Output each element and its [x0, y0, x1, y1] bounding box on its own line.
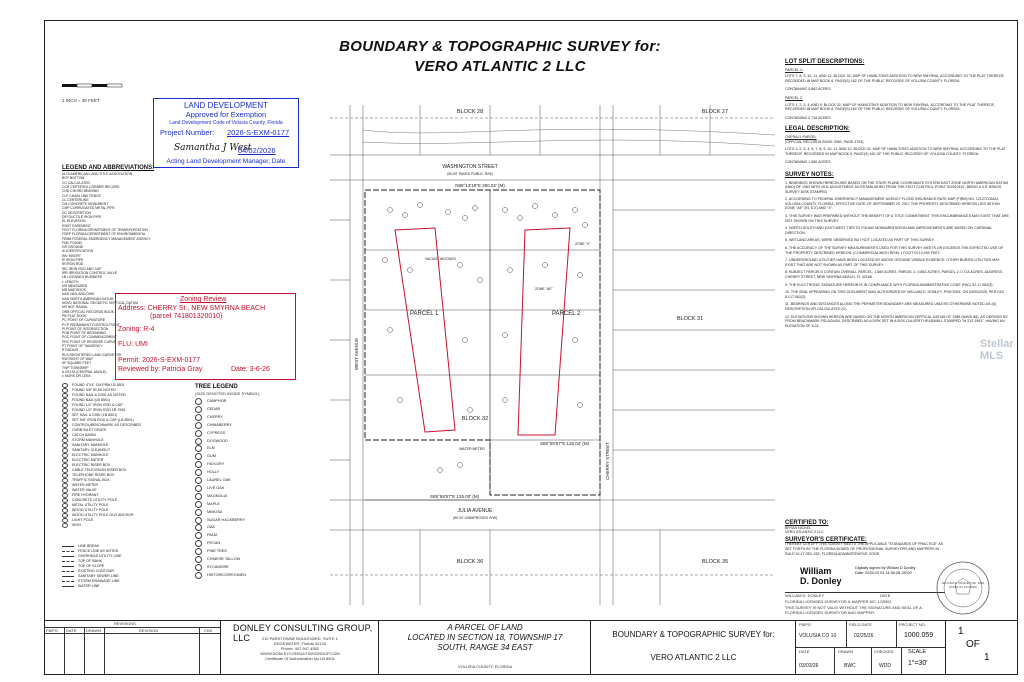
survey-for: BOUNDARY & TOPOGRAPHIC SURVEY for: [612, 630, 775, 639]
map-block-31: BLOCK 31 [676, 316, 704, 322]
parcel-2-text: LOTS 1, 2, 3, 4, AND 5, BLOCK 32, MAP OF HAMILTON'S ADDITION TO NEW SMYRNA, ACCORDING TO THE PLAT THEREOF, RECORDED IN MAP BOOK 6, PAGE(S) 162 OF THE PUBLIC RECORDS OF VOLUSIA COUNTY, FLORIDA. [785, 102, 995, 112]
tree-symbol-icon [195, 477, 202, 484]
zoning-reviewer: Reviewed by: Patricia Gray [118, 366, 203, 373]
legend-item: CLF CHAIN LINK FENCE [62, 193, 101, 198]
legend-item: IRR IRRIGATION CONTROL VALVE [62, 270, 118, 275]
map-block-32: BLOCK 32 [461, 416, 489, 422]
certified-heading: CERTIFIED TO: [785, 520, 829, 526]
line-type-list [62, 544, 182, 594]
legend-item: SF SQUARE FEET [62, 361, 92, 366]
row2-value-date: 03/03/26 [799, 663, 819, 669]
company-cert: Certificate Of Authorization No.LB 8501 [265, 656, 335, 661]
surveyor-disclaimer: THIS SURVEY IS NOT VALID WITHOUT THE SIGNATURE AND SEAL OF A FLORIDA LICENSED SURVEYOR AND MAPPER. [785, 605, 922, 615]
legal-heading: LEGAL DESCRIPTION: [785, 126, 850, 133]
legend-item: GR GROUND [62, 245, 84, 250]
tree-symbol-icon [195, 501, 202, 508]
survey-note: 5. WETLAND AREAS, WERE OBSERVED BUT NOT LOCATED AS PART OF THIS SURVEY. [785, 238, 935, 243]
survey-note: 4. NORTH-SOUTH AND EAST-WEST TIES TO FOUND MONUMENTATION AND IMPROVEMENTS ARE BASED ON CARDINAL DIRECTION. [785, 226, 993, 235]
lot-split-heading: LOT SPLIT DESCRIPTIONS: [785, 59, 865, 65]
tree-item: OAK [207, 525, 216, 530]
legend-heading: LEGEND AND ABBREVIATIONS: [62, 165, 155, 171]
symbol-item: CURB INLET GRATE [72, 428, 107, 432]
company-phone: Phone: 407.947.4552 [280, 646, 320, 651]
line-sample [62, 566, 74, 567]
land-stamp-date: 04/02/2026 [238, 146, 276, 155]
legend-item: PT POINT OF TANGENCY [62, 344, 103, 348]
symbol-item: ELECTRIC METER [72, 458, 104, 462]
field-value-project: 1000.059 [904, 632, 934, 639]
drawing-client: VERO ATLANTIC 2 LLC [414, 58, 586, 75]
legend-item: DIP DUCTILE IRON PIPE [62, 215, 102, 219]
map-washington-street: WASHINGTON STREET [442, 164, 498, 170]
line-item: FENCE LINE AS NOTED [78, 549, 119, 553]
legend-item: EL ELEVATION [62, 219, 86, 224]
rev-col-drawn: DRAWN [86, 628, 101, 633]
legend-item: CC CALCULATED [62, 180, 91, 185]
symbol-list [62, 383, 182, 533]
sheet-number: 1 [958, 626, 964, 637]
survey-notes-list [785, 181, 1010, 329]
tree-item: DOGWOOD [207, 438, 228, 443]
tree-item: CHINABERRY [207, 422, 232, 427]
legend-item: PRC POINT OF REVERSE CURVE [62, 339, 116, 344]
tree-symbol-icon [195, 430, 202, 437]
tree-symbol-icon [195, 485, 202, 492]
surveyor-license: FLORIDA LICENSED SURVEYOR & MAPPER NO. LS5391 [785, 599, 892, 604]
survey-note: 3. THIS SURVEY WAS PREPARED WITHOUT THE BENEFIT OF A TITLE COMMITMENT. THIS ENCUMBRANCES MAY EXIST THAT ARE NOT SHOWN ON THIS SURVEY. [785, 214, 1009, 223]
land-stamp-project-label: Project Number: [160, 128, 215, 137]
tree-item: CHINESE TALLOW [207, 557, 241, 561]
symbol-item: FOUND 1/2" IRON ROD LB 7545 [72, 408, 126, 412]
symbol-item: CONTROL/BENCHMARK AS DESCRIBED [72, 423, 142, 427]
surveyor-sign-date: DATE [880, 593, 891, 598]
tree-item: HISTORIC/SPECIMEN [207, 572, 246, 577]
row2-value-checked: WDD [879, 663, 891, 669]
tree-symbol-icon [195, 509, 202, 516]
survey-notes-heading: SURVEY NOTES: [785, 171, 834, 178]
tree-legend-list [195, 398, 275, 588]
company-web: WWW.DONLEYCONSULTINGGROUP.COM [260, 651, 340, 656]
legend-item: ORB OFFICIAL RECORDS BOOK [62, 309, 115, 314]
legal-overall-ref: (OFFICIAL RECORDS BOOK 3960, PAGE 4703) [785, 139, 864, 144]
land-development-stamp [153, 98, 299, 168]
legend-item: CCR CERTIFIED CORNER RECORD [62, 184, 120, 189]
sheet-of: OF [966, 639, 980, 650]
tree-symbol-icon [195, 564, 202, 571]
row2-label-scale: SCALE [908, 649, 927, 655]
tree-symbol-icon [195, 532, 202, 539]
legend-item: CHD CHORD BEARING [62, 189, 99, 194]
map-bearing-top: N89°13'19"E 250.02' (M) [455, 183, 505, 188]
symbol-item: FOUND 1/2" IRON ROD & CAP [72, 403, 123, 407]
symbol-item: TELEPHONE RISER BOX [72, 473, 115, 477]
tree-legend-heading: TREE LEGEND [195, 384, 238, 390]
legal-area: CONTAINING 1.580 ACRES. [785, 160, 832, 165]
tree-symbol-icon [195, 438, 202, 445]
certified-line-2: VERO ATLANTIC 2 LLC [785, 530, 824, 535]
tree-item: CAMPHOR [207, 399, 227, 403]
symbol-item: CATCH BASIN [72, 433, 96, 437]
map-block-27: BLOCK 27 [701, 109, 729, 115]
survey-note: 10. THE SEAL APPEARING ON THIS DOCUMENT WAS AUTHORIZED BY WILLIAM D. DONLEY, PSM 5391, ON 03/03/2026, PER FAC 5J-17.062(2). [785, 290, 1005, 299]
legal-overall: OVERALL PARCEL [785, 134, 817, 139]
symbol-item: SANITARY MANHOLE [72, 443, 109, 447]
seal-text: WILLIAM D. DONLEY NO. 5391 STATE OF FLORIDA [941, 581, 985, 589]
legend-item: ALTA AMERICAN LAND TITLE ASSOCIATION [62, 172, 133, 176]
symbol-item: FOUND NAIL & DISK AS NOTED [72, 393, 126, 397]
rev-col-date: DATE [66, 628, 77, 633]
zoning-heading: Zoning Review [180, 296, 227, 303]
revisions-block [44, 620, 220, 675]
line-item: WATER LINE [78, 584, 100, 588]
symbol-item: WATER METER [72, 483, 99, 487]
tree-item: PALM [207, 533, 218, 538]
zoning-date: Date: 3-6-26 [231, 366, 270, 373]
parcel-block [378, 620, 590, 675]
sheet-block [945, 620, 1018, 675]
scale-bar-label: 1 INCH = 30 FEET [62, 98, 100, 103]
map-zone-x: ZONE "X" [575, 242, 591, 246]
zoning-permit: Permit: 2026-S-EXM-0177 [118, 357, 201, 364]
parcel-county: VOLUSIA COUNTY, FLORIDA [457, 664, 513, 669]
legend-item: TWP TOWNSHIP [62, 365, 89, 370]
legend-item: CL CENTERLINE [62, 197, 89, 202]
line-sample [62, 576, 74, 577]
row2-label-drawn: DRAWN [838, 649, 853, 654]
legend-item: FEMA FEDERAL EMERGENCY MANAGEMENT AGENCY [62, 236, 151, 241]
legend-item: PC POINT OF CURVATURE [62, 318, 106, 323]
line-item: TOE OF SLOPE [78, 564, 105, 568]
survey-note: 8. SUBJECT PARCELS CONTAIN OVERALL PARCEL: 1.580 ACRES, PARCEL 1: 0.862 ACRES, PARCEL 2: 0.718 ACRES. ADDRESS: CHERRY STREET, NEW SMYRNA BEACH, FL 32168 [785, 270, 1003, 279]
tree-item: LIVE OAK [207, 485, 225, 490]
legend-item: ESMT EASEMENT [62, 223, 91, 228]
symbol-item: LIGHT POLE [72, 518, 94, 522]
map-parcel-1: PARCEL 1 [410, 311, 439, 317]
map-julia-avenue: JULIA AVENUE [457, 508, 493, 514]
company-block [220, 620, 378, 675]
line-item: LINE BREAK [78, 544, 100, 548]
tree-item: LAUREL OAK [207, 478, 231, 482]
tree-item: CHERRY [207, 414, 223, 419]
legend-item: FDOT FLORIDA DEPARTMENT OF TRANSPORTATION [62, 227, 148, 232]
legend-item: IP IRON PIPE [62, 258, 84, 262]
tree-item: MIMOSA [207, 509, 223, 514]
legal-text: LOTS 1, 2, 3, 4, 5, 7, 8, 9, 10, 11, AND 12, BLOCK 32, MAP OF HAMILTON'S ADDITION TO NEW SMYRNA, ACCORDING TO THE PLAT THEREOF, RECORDED IN MAP BOOK 6, PAGE(S) 162 OF THE PUBLIC RECORDS OF VOLUSIA COUNTY, FLORIDA. [785, 147, 1006, 156]
symbol-item: ELECTRIC RISER BOX [72, 463, 111, 467]
line-sample [62, 556, 74, 557]
symbol-icon [62, 523, 68, 528]
parcel-2-label: PARCEL 2: [785, 95, 803, 100]
map-bearing-bot: S89°59'57"E 125.00' (M) [430, 494, 480, 499]
field-value-fbpg: VOLUSIA CO 10 [799, 633, 837, 639]
map-julia-sub: (50.00' UNIMPROVED R/W) [452, 516, 498, 520]
map-vacant: VACANT WOODED [425, 257, 456, 261]
rev-col-ckd: CKD [204, 628, 213, 633]
legend-item: NGVD NATIONAL GEODETIC VERTICAL DATUM [62, 301, 139, 305]
line-sample [62, 586, 74, 587]
legend-item: FDEP FLORIDA DEPARTMENT OF ENVIRONMENTAL [62, 232, 146, 237]
tree-item: MAPLE [207, 501, 220, 506]
map-parcel-2: PARCEL 2 [552, 311, 581, 317]
line-item: EXISTING CONTOUR [78, 569, 114, 573]
legend-item: DC DESCRIPTION [62, 210, 92, 215]
legend-item: INV INVERT [62, 253, 81, 258]
map-west-avenue: WEST AVENUE [354, 337, 359, 370]
line-sample [62, 551, 74, 552]
tree-symbol-icon [195, 548, 202, 555]
legend-item: CMP CORRUGATED METAL PIPE [62, 206, 115, 211]
tree-item: PECAN [207, 541, 221, 546]
legend-item: PCP PERMANENT CONTROL POINT [62, 322, 120, 327]
parcel-2-area: CONTAINING 0.718 ACRES. [785, 115, 832, 120]
symbol-item: SET 5/8" IRON ROD & CAP (LB 8501) [72, 418, 134, 422]
surveyor-signature [800, 566, 842, 586]
tree-symbol-icon [195, 469, 202, 476]
map-block-28: BLOCK 28 [456, 109, 484, 115]
symbol-item: FOUND N&D (LB 8501) [72, 398, 111, 402]
field-value-date: 02/25/26 [854, 633, 874, 639]
tree-item: HOLLY [207, 470, 220, 475]
land-stamp-heading: LAND DEVELOPMENT [183, 101, 269, 110]
field-label-fbpg: FB/PG [799, 622, 812, 627]
survey-note: 7. UNDERGROUND UTILITIES HAVE BEEN LOCATED BY ABOVE GROUND VISIBLE EVIDENCE. OTHER BURIED UTILITIES MAY EXIST THAT ARE NOT SHOWN AS PART OF THIS SURVEY. [785, 258, 1000, 267]
land-stamp-code: Land Development Code of Volusia County, Florida [169, 120, 283, 126]
legend-item: L LENGTH [62, 279, 79, 284]
legend-item: FND FOUND [62, 240, 82, 245]
land-stamp-project-number: 2026-S-EXM-0177 [227, 128, 290, 137]
drawing-title: BOUNDARY & TOPOGRAPHIC SURVEY for: [339, 38, 661, 55]
survey-for-block [590, 620, 795, 675]
tree-legend-subheading: (SIZE DENOTED INSIDE SYMBOL) [195, 391, 260, 396]
watermark: Stellar MLS [980, 338, 1014, 362]
legend-item: NAD NORTH AMERICAN DATUM [62, 296, 114, 301]
parcel-title: A PARCEL OF LAND [447, 623, 523, 632]
symbol-item: SET NAIL & DISK (LB 8501) [72, 413, 118, 417]
line-item: STORM DRAINAGE LINE [78, 579, 120, 583]
tree-item: SYCAMORE [207, 564, 229, 569]
row2-label-date: DATE [799, 649, 810, 654]
surveyor-sign-name: WILLIAM D. DONLEY [785, 593, 825, 598]
land-stamp-signature: Samantha J West [174, 143, 252, 153]
symbol-item: CONCRETE UTILITY POLE [72, 498, 118, 502]
line-sample [62, 561, 74, 562]
legend-item: PI POINT OF INTERSECTION [62, 326, 109, 331]
symbol-item: METAL UTILITY POLE [72, 503, 109, 507]
tree-symbol-icon [195, 422, 202, 429]
digital-signature-text: Digitally signed by William D Donley Date: 2026.03.03 14:36:28 -05'00' [855, 566, 916, 575]
tree-symbol-icon [195, 524, 202, 531]
symbol-item: ELECTRIC MANHOLE [72, 453, 109, 457]
legend-item: LB LICENSED BUSINESS [62, 275, 103, 280]
company-name: DONLEY CONSULTING GROUP, LLC [233, 623, 373, 643]
revisions-heading: REVISIONS [114, 621, 136, 626]
survey-note: 11. BEARINGS AND DISTANCES ALONG THE PERIMETER BOUNDARY ARE MEASURED UNLESS OTHERWISE NOTED AS (D) DESCRIPTION OR CALCULATED (C). [785, 302, 997, 311]
certified-line-1: BRYAN NICKEL [785, 525, 812, 530]
field-label-date: FIELD DATE [849, 622, 872, 627]
line-item: TOP OF BANK [78, 559, 103, 563]
scale-bar [58, 82, 130, 96]
legend-item: R RADIUS [62, 348, 79, 353]
legend-item: PB PLAT BOOK [62, 313, 87, 318]
parcel-2-marker [518, 228, 570, 435]
map-water-note: WATER METER [459, 447, 485, 451]
rev-col-fbpg: FB/PG [46, 628, 59, 633]
sheet-total: 1 [984, 652, 990, 663]
symbol-item: WATER VALVE [72, 488, 97, 492]
legend-item: BOT BOTTOM [62, 176, 85, 181]
tree-symbol-icon [195, 540, 202, 547]
legend-item: RLS REGISTERED LAND SURVEYOR [62, 352, 122, 357]
survey-note: 6. THE ACCURACY OF THE SURVEY MEASUREMENTS USED FOR THIS SURVEY MEETS OR EXCEEDS THE EXPECTED USE OF THE PROPERTY DESCRIBED HEREON. (COMMERCIAL/HIGH RISK) 1 FOOT IN 10,000 FEET. [785, 246, 1004, 255]
surveyor-text: I HEREBY CERTIFY THIS SURVEY MEETS THE APPLICABLE "STANDARDS OF PRACTICE" AS SET FORTH BY THE FLORIDA BOARD OF PROFESSIONAL SURVEYORS AND MAPPERS IN RULE 5J-17.050-.052, FLORIDA ADMINISTRATIVE CODE. [785, 542, 944, 556]
survey-note: 9. THE ELECTRONIC SIGNATURE HEREON IS IN COMPLIANCE WITH FLORIDA ADMINISTRATIVE CODE (FAC) 5J-17.062(3). [785, 282, 994, 287]
survey-client: VERO ATLANTIC 2 LLC [650, 653, 737, 662]
company-addr-2: EDGEWATER, Florida 32132 [273, 641, 327, 646]
tree-item: SUGAR HACKBERRY [207, 517, 246, 522]
survey-note: 12. ELEVATIONS SHOWN HEREON ARE BASED ON THE NORTH AMERICAN VERTICAL DATUM OF 1988 (NAVD 88), AS DERIVED BY FROM BENCHMARK PID AZ4434, DESCRIBED AS A DISK SET IN A BOX CULVERT HEADWALL STAMPED "M 212 1963", HAVING AN ELEVATION OF 8.31'. [785, 314, 1008, 328]
row2-label-checked: CHECKED [874, 649, 894, 654]
map-zone-ae: ZONE "AE" [535, 287, 553, 291]
zoning-parcel: (parcel 741801320010) [150, 313, 223, 320]
zoning-zoning: Zoning: R-4 [118, 326, 155, 333]
project-info-block [795, 620, 945, 675]
tree-item: CYPRESS [207, 430, 226, 435]
line-sample [62, 571, 74, 572]
legend-item: MB MAP BOOK [62, 288, 87, 293]
tree-item: PINE TREE [207, 549, 227, 554]
field-label-project: PROJECT NO. [899, 622, 926, 627]
tree-symbol-icon [195, 406, 202, 413]
legend-item: ID IDENTIFICATION [62, 249, 94, 254]
legend-item: IRC IRON ROD AND CAP [62, 266, 102, 271]
survey-map [330, 100, 775, 610]
zoning-flu: FLU: UMI [118, 341, 148, 348]
legend-item: POB POINT OF BEGINNING [62, 331, 107, 336]
tree-symbol-icon [195, 493, 202, 500]
parcel-1-label: PARCEL 1: [785, 67, 803, 72]
legend-item: Δ DELTA (CENTRAL ANGLE) [62, 369, 107, 374]
surveyor-heading: SURVEYOR'S CERTIFICATE: [785, 536, 867, 543]
tree-item: HICKORY [207, 462, 225, 467]
tree-symbol-icon [195, 556, 202, 563]
tree-symbol-icon [195, 461, 202, 468]
surveyor-name-2: D. Donley [800, 576, 842, 586]
zoning-address: Address: CHERRY St , NEW SMYRNA BEACH [118, 305, 266, 312]
tree-symbol-icon [195, 517, 202, 524]
parcel-line-2: LOCATED IN SECTION 18, TOWNSHIP 17 [407, 633, 563, 642]
map-bearing-mid: S89°59'57"E 125.04' (M) [540, 441, 590, 446]
surveyor-name-1: William [800, 566, 832, 576]
tree-symbol-icon [195, 453, 202, 460]
company-addr-1: 210 PARKTOWNE BOULEVARD, SUITE 1 [261, 636, 339, 641]
line-item: OVERHEAD UTILITY LINE [78, 554, 122, 558]
survey-note: 2. ACCORDING TO FEDERAL EMERGENCY MANAGEMENT AGENCY FLOOD INSURANCE RATE MAP (FIRM) NO. 12127C0544J, VOLUSIA COUNTY, FLORIDA, EFFECTIVE DATE OF SEPTEMBER 29, 2017 THE PROPERTY DESCRIBED HEREON LIES WITHIN ZONE "AE" (EL 5.0') AND "X". [785, 197, 1000, 211]
rev-col-revision: REVISION [139, 628, 159, 633]
parcel-line-3: SOUTH, RANGE 34 EAST [437, 643, 533, 652]
legend-item: RW RIGHT OF WAY [62, 356, 93, 361]
line-sample [62, 581, 74, 582]
land-stamp-role: Acting Land Development Manager, Date [166, 158, 286, 165]
legend-item: POC POINT OF COMMENCEMENT [62, 335, 117, 340]
tree-symbol-icon [195, 414, 202, 421]
tree-item: GUM [207, 454, 216, 459]
legend-item: CM CONCRETE MONUMENT [62, 202, 109, 207]
map-washington-sub: (50.00' PAVED PUBLIC R/W) [447, 172, 493, 176]
tree-item: CEDAR [207, 406, 221, 411]
symbol-item: FOUND 5/8" IR AS NOTED [72, 388, 116, 392]
legend-item: MS MEASURED [62, 283, 88, 288]
row2-value-drawn: BWC [844, 663, 856, 669]
legend-item: ± MORE OR LESS [62, 374, 91, 379]
legend-item: N&D NAIL AND DISK [62, 292, 95, 297]
tree-item: MAGNOLIA [207, 493, 228, 498]
map-cherry-street: CHERRY STREET [605, 442, 610, 480]
land-stamp-status: Approved for Exemption [185, 110, 267, 119]
line-sample [62, 546, 74, 547]
symbol-item: FIRE HYDRANT [72, 493, 99, 497]
line-item: SANITARY SEWER LINE [78, 574, 119, 578]
tree-item: ELM [207, 446, 215, 451]
symbol-item: SIGN [72, 523, 81, 527]
parcel-1-area: CONTAINING 0.862 ACRES. [785, 87, 832, 92]
symbol-item: SANITARY CLEANOUT [72, 448, 111, 452]
tree-symbol-icon [195, 398, 202, 405]
map-block-36: BLOCK 36 [456, 559, 484, 565]
tree-symbol-icon [195, 445, 202, 452]
row2-value-scale: 1"=30' [908, 660, 928, 667]
map-block-35: BLOCK 35 [701, 559, 729, 565]
symbol-item: STORM MANHOLE [72, 438, 104, 442]
legend-item: IR IRON ROD [62, 262, 84, 267]
symbol-item: TRAFFIC SIGNAL BOX [72, 478, 110, 482]
legend-item: NR NOT RADIAL [62, 305, 89, 310]
tree-symbol-icon [195, 572, 202, 579]
zoning-review-stamp [115, 293, 296, 380]
symbol-item: WOOD UTILITY POLE GUY ANCHOR [72, 513, 134, 517]
survey-note: 1. BEARINGS SHOWN HEREON ARE BASED ON THE STATE PLANE COORDINATE SYSTEM EAST ZONE NORTH AMERICAN DATUM (NAD) OF 1983 WITH 2011 ADJUSTMENT AS ESTABLISHED FROM THE FDOT CONTROL POINT 922010167, BEING A 3.5" BRASS SURVEY DISK STAMPED. [785, 180, 1009, 194]
symbol-item: CABLE TELEVISION RISER BOX [72, 468, 127, 472]
parcel-1-text: LOTS 7, 8, 9, 10, 11, AND 12, BLOCK 32, MAP OF HAMILTON'S ADDITION TO NEW SMYRNA, ACCORDING TO THE PLAT THEREOF, RECORDED IN MAP BOOK 6, PAGE(S) 162 OF THE PUBLIC RECORDS OF VOLUSIA COUNTY, FLORIDA. [785, 74, 1005, 83]
symbol-item: FOUND 4"X4" CM PRM LB 8501 [72, 383, 125, 387]
symbol-item: WOOD UTILITY POLE [72, 508, 109, 512]
